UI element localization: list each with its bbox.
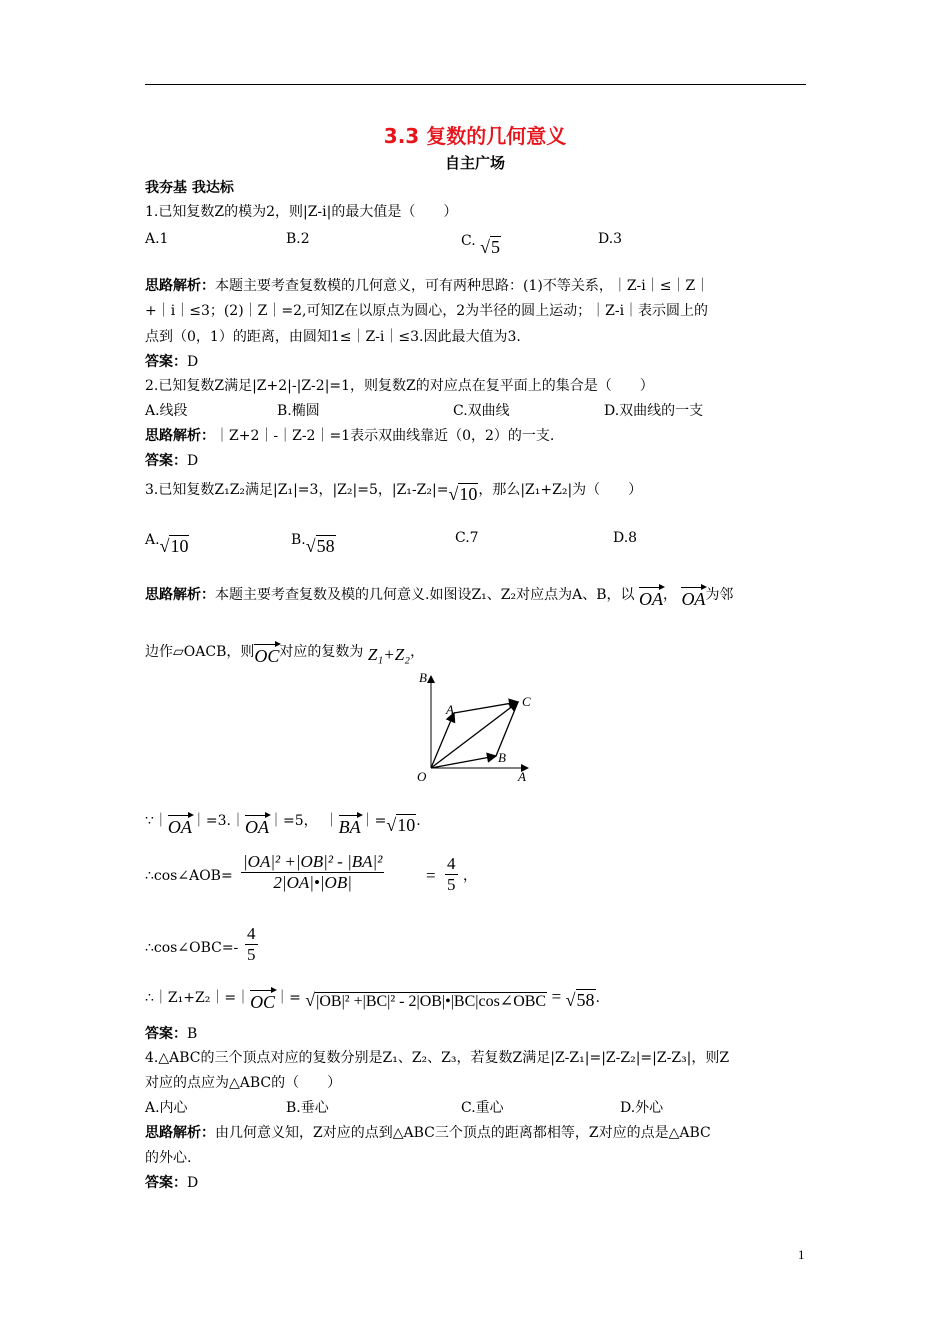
label-b-axis: B — [419, 670, 427, 685]
vector-ba: BA — [339, 811, 361, 837]
page-title: 3.3 复数的几何意义 — [383, 124, 567, 148]
q2-stem: 2.已知复数Z满足|Z+2|-|Z-2|=1，则复数Z的对应点在复平面上的集合是（ ） — [145, 378, 654, 394]
q1-answer: 答案：D — [145, 354, 199, 370]
cos-aob-line: ∴cos∠AOB= $\frac{\text{|OA|² +|OB|² - |BA|²}}{2|OA|•|OB|}$ = $\frac{4}{5}$ ， — [145, 852, 477, 894]
label-b-point: B — [498, 750, 506, 765]
q1-analysis-line2: +｜i｜≤3；(2)｜Z｜=2,可知Z在以原点为圆心，2为半径的圆上运动；｜Z-i｜表示圆上的 — [145, 303, 709, 319]
sum-z1: Z₁ — [367, 645, 384, 664]
label-c-point: C — [522, 694, 531, 709]
q1-option-c-label: C. — [461, 233, 476, 249]
header-rule — [145, 84, 806, 85]
vector-oa: OA — [639, 583, 663, 609]
q4-option-c: C.重心 — [461, 1100, 504, 1116]
q1-analysis-line1: 思路解析：本题主要考查复数模的几何意义，可有两种思路：(1)不等关系，｜Z-i｜≤｜Z｜ — [145, 278, 710, 294]
q1-analysis-line3: 点到（0，1）的距离，由圆知1≤｜Z-i｜≤3.因此最大值为3. — [145, 329, 521, 345]
q4-analysis-line2: 的外心. — [145, 1150, 192, 1166]
section-heading: 我夯基 我达标 — [145, 180, 234, 196]
q1-option-b: B.2 — [286, 231, 310, 247]
q3-option-a-sqrt: √10 — [159, 536, 189, 556]
q4-stem-line2: 对应的点应为△ABC的（ ） — [145, 1075, 342, 1091]
q3-analysis-line1: 思路解析：本题主要考查复数及模的几何意义.如图设Z₁、Z₂对应点为A、B，以 OA， OA为邻 — [145, 577, 733, 605]
q3-analysis-line2: 边作▱OACB，则OC对应的复数为 Z₁+Z₂， — [145, 634, 424, 662]
q2-option-b: B.椭圆 — [277, 403, 320, 419]
q2-analysis: 思路解析：｜Z+2｜-｜Z-2｜=1表示双曲线靠近（0，2）的一支. — [145, 428, 555, 444]
vector-oa-2: OA — [681, 583, 705, 609]
page-number: 1 — [798, 1247, 805, 1262]
q1-stem: 1.已知复数Z的模为2，则|Z-i|的最大值是（ ） — [145, 204, 458, 220]
cos-aob-fraction: $\frac{\text{|OA|² +|OB|² - |BA|²}}{2|OA|•|OB|}$ — [243, 852, 383, 892]
q1-option-c — [461, 229, 501, 257]
vector-oc: OC — [254, 640, 279, 666]
label-origin: O — [417, 769, 427, 784]
q4-answer: 答案：D — [145, 1175, 199, 1191]
vector-oa-3: OA — [168, 811, 192, 837]
q1-option-d: D.3 — [598, 231, 623, 247]
vector-ob: OA — [245, 811, 269, 837]
q3-option-d: D.8 — [613, 530, 638, 546]
cos-obc-value: $\frac{4}{5}$ — [247, 924, 256, 964]
vector-oc-2: OC — [250, 986, 275, 1012]
q3-option-b: B.√58 — [291, 532, 335, 556]
q4-option-d: D.外心 — [620, 1100, 664, 1116]
label-a-point: A — [446, 702, 454, 717]
q3-stem: 3.已知复数Z₁Z₂满足|Z₁|=3，|Z₂|=5，|Z₁-Z₂|=√10，那么|Z₁+Z₂|为（ ） — [145, 482, 643, 504]
page-subtitle: 自主广场 — [444, 154, 505, 172]
q2-option-d: D.双曲线的一支 — [604, 403, 704, 419]
final-modulus-line: ∴｜Z₁+Z₂｜=｜OC｜= √|OB|² +|BC|² - 2|OB|•|BC|cos∠OBC = √58. — [145, 987, 600, 1012]
q3-option-c: C.7 — [455, 530, 479, 546]
q2-option-c: C.双曲线 — [453, 403, 510, 419]
q3-because-line: ∵｜OA｜=3.｜OA｜=5， ｜BA｜=√10. — [145, 813, 421, 837]
q2-answer: 答案：D — [145, 453, 199, 469]
q2-option-a: A.线段 — [145, 403, 188, 419]
q3-answer: 答案：B — [145, 1026, 198, 1042]
because-sqrt: √10 — [386, 815, 416, 835]
q3-option-a: A.√10 — [145, 532, 189, 556]
label-a-axis: A — [518, 769, 526, 784]
q1-option-a: A.1 — [145, 231, 169, 247]
q3-option-b-sqrt: √58 — [305, 536, 335, 556]
q4-stem-line1: 4.△ABC的三个顶点对应的复数分别是Z₁、Z₂、Z₃，若复数Z满足|Z-Z₁|=|Z-Z₂|=|Z-Z₃|，则Z — [145, 1050, 730, 1066]
cos-aob-value: $\frac{4}{5}$ — [447, 854, 456, 894]
vector-ob-line — [431, 756, 496, 768]
sum-z2: Z₂ — [394, 645, 411, 664]
parallelogram-figure — [412, 668, 536, 786]
q3-stem-sqrt: √10 — [448, 484, 478, 504]
cos-obc-line: ∴cos∠OBC=- $\frac{4}{5}$ — [145, 924, 256, 964]
q1-option-c-sqrt: √5 — [480, 237, 501, 257]
q4-option-b: B.垂心 — [286, 1100, 329, 1116]
side-ac-line — [454, 702, 518, 713]
final-sqrt-expression: √|OB|² +|BC|² - 2|OB|•|BC|cos∠OBC — [305, 990, 547, 1010]
q4-option-a: A.内心 — [145, 1100, 188, 1116]
final-sqrt-58: √58 — [565, 990, 595, 1010]
q4-analysis-line1: 思路解析：由几何意义知，Z对应的点到△ABC三个顶点的距离都相等，Z对应的点是△ABC — [145, 1125, 711, 1141]
